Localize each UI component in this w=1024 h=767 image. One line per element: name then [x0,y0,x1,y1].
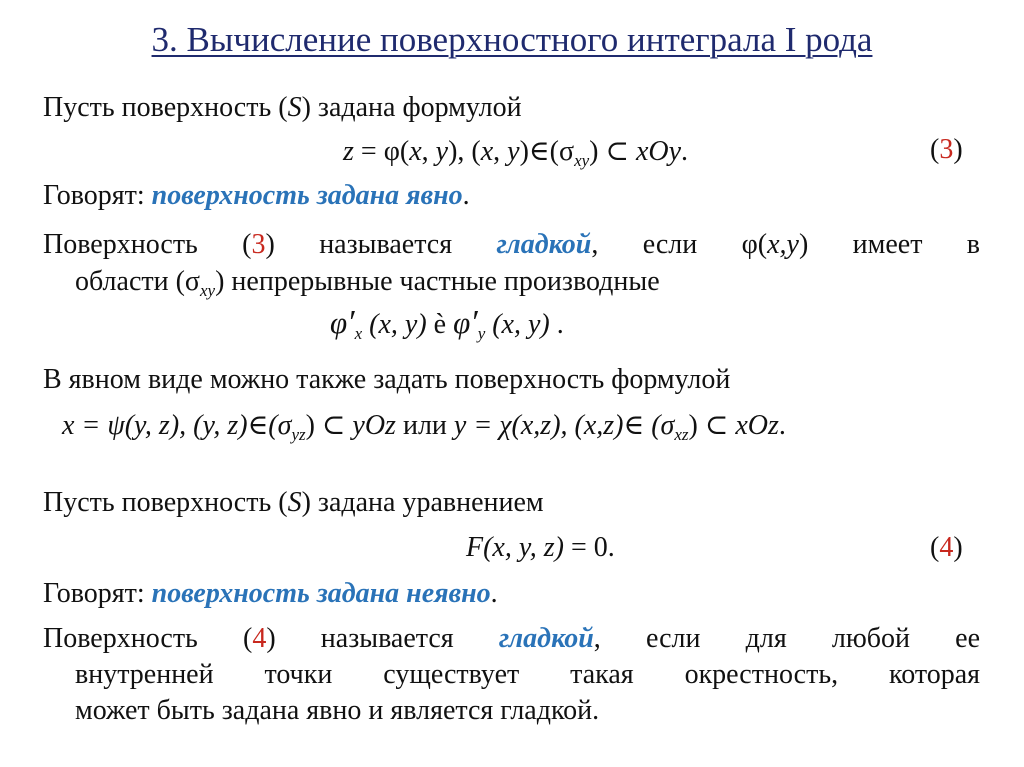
partial-derivatives: $\varphi'_x$ (x, y) è $\varphi'_y$ (x, y) . [330,304,564,343]
smooth-definition-1-line2: области $(\sigma_{xy})$ непрерывные частные производные [75,266,660,300]
implicit-intro-paragraph: Пусть поверхность (S) задана уравнением [43,487,544,518]
smooth-definition-1-line1: Поверхность (3) называется гладкой, если φ(x,y) имеет в [43,229,981,260]
equation-3: z = φ(x, y), (x, $y)\in(\sigma_{xy})$ ⊂ xOy. [343,136,689,170]
statement-explicit: Говорят: поверхность задана явно. [43,180,470,211]
equation-number-3: (3) [930,134,963,165]
page-title: 3. Вычисление поверхностного интеграла I рода [151,20,873,59]
statement-implicit: Говорят: поверхность задана неявно. [43,578,498,609]
intro-paragraph: Пусть поверхность (S) задана формулой [43,92,522,123]
explicit-alternatives-formulas: x = ψ(y, z), (y, $z)\in(\sigma_{yz})$ ⊂ yOz или y = χ(x,z), (x,z)∈ $(\sigma_{xz})$ ⊂ xOz. [62,410,786,444]
explicit-alternatives-text: В явном виде можно также задать поверхность формулой [43,364,731,395]
equation-4: F(x, y, z) = 0. [466,532,615,563]
smooth-definition-2-line3: может быть задана явно и является гладкой. [75,695,600,726]
smooth-definition-2-line1: Поверхность (4) называется гладкой, если для любой ее [43,623,980,654]
smooth-definition-2-line2: внутренней точки существует такая окрестность, которая [75,659,980,690]
equation-number-4: (4) [930,532,963,563]
